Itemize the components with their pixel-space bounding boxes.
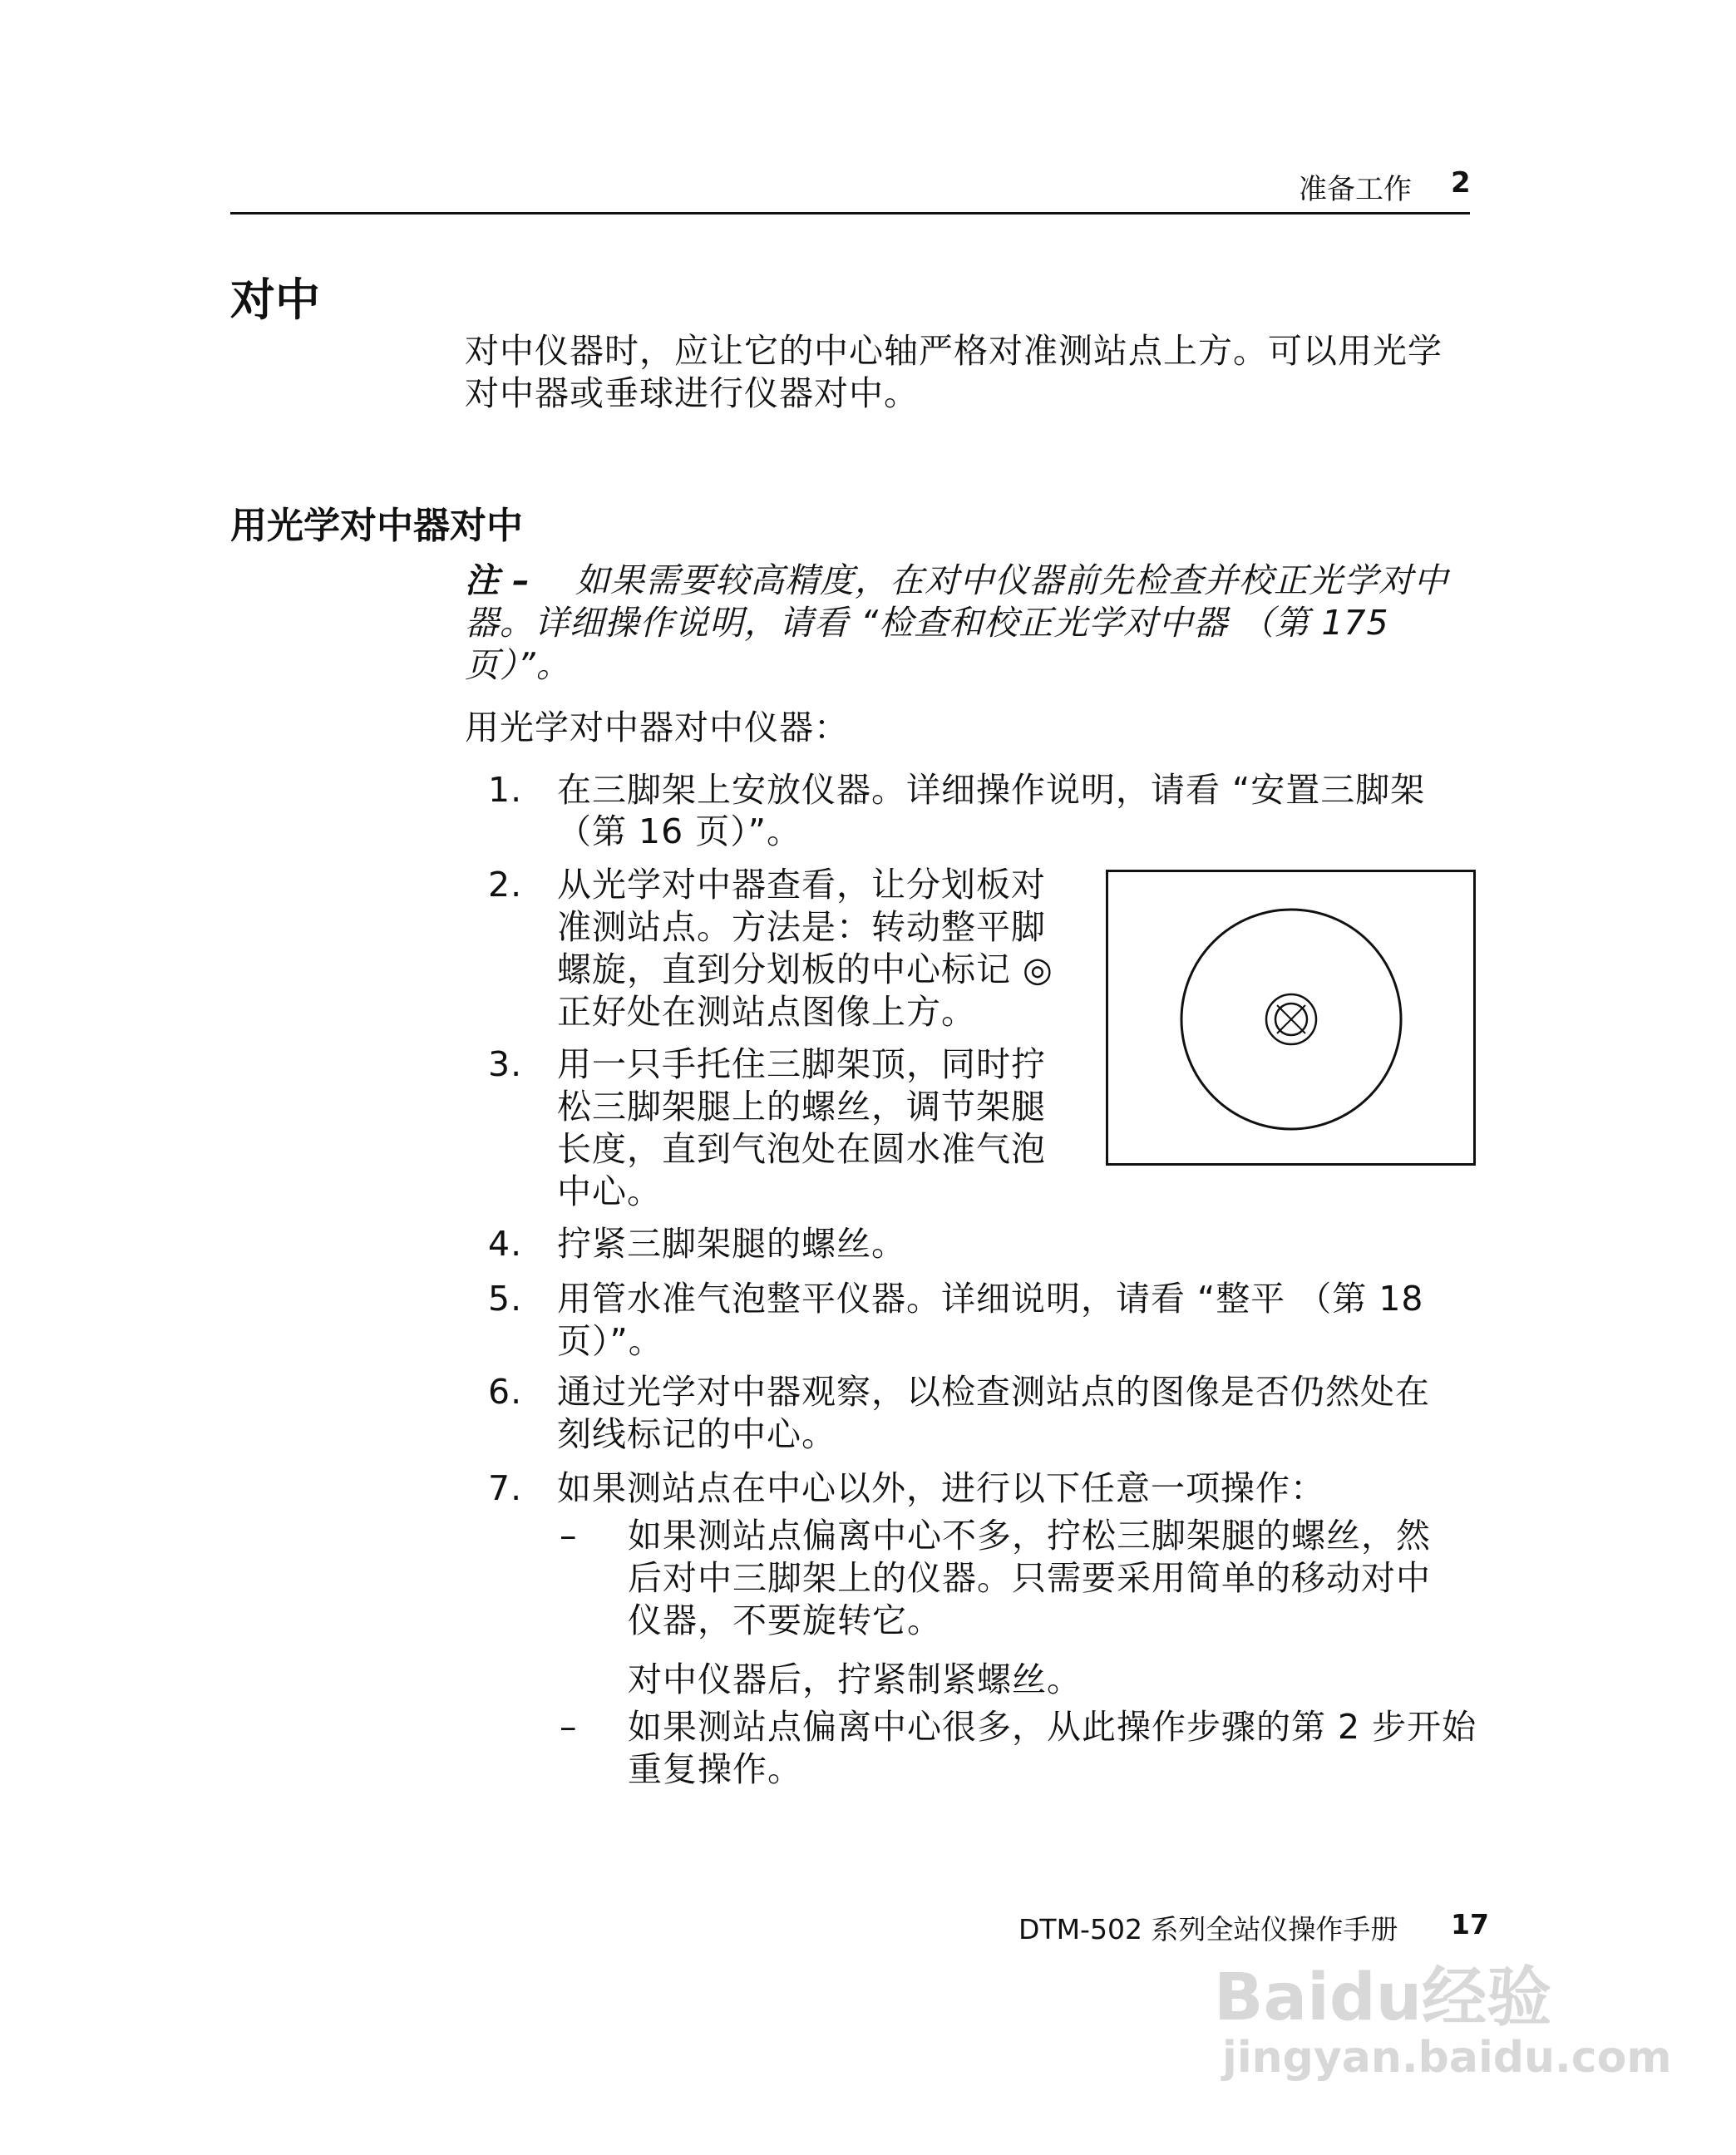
step-text: 在三脚架上安放仪器。详细操作说明，请看 “安置三脚架: [557, 770, 1426, 810]
watermark-url: jingyan.baidu.com: [1222, 2033, 1672, 2083]
step-text: 从光学对中器查看，让分划板对: [557, 865, 1046, 905]
section-heading: 用光学对中器对中: [230, 505, 523, 547]
step-text: 中心。: [557, 1171, 662, 1211]
step-text: （第 16 页）”。: [557, 811, 801, 851]
step-text: 用管水准气泡整平仪器。详细说明，请看 “整平 （第 18: [557, 1279, 1424, 1319]
step-text: 长度，直到气泡处在圆水准气泡: [557, 1129, 1046, 1169]
lead-text: 用光学对中器对中仪器：: [465, 708, 849, 747]
substep-text: 仪器，不要旋转它。: [628, 1600, 942, 1640]
step-number: 5.: [488, 1279, 523, 1319]
footer-page: 17: [1451, 1908, 1489, 1940]
step-number: 3.: [488, 1044, 523, 1084]
step-text: 页）”。: [557, 1321, 663, 1361]
step-number: 6.: [488, 1372, 523, 1412]
watermark-brand: Baidu经验: [1214, 1960, 1552, 2035]
substep-after: 对中仪器后，拧紧制紧螺丝。: [628, 1659, 1082, 1699]
note-label: 注 –: [465, 560, 530, 600]
intro-line: 对中仪器时，应让它的中心轴严格对准测站点上方。可以用光学: [465, 331, 1443, 371]
step-number: 7.: [488, 1468, 523, 1508]
step-number: 1.: [488, 770, 523, 810]
header-rule: [230, 212, 1470, 215]
note-line: 器。详细操作说明，请看 “检查和校正光学对中器 （第 175: [465, 603, 1389, 643]
header-section: 准备工作: [1299, 173, 1412, 206]
step-text: 螺旋，直到分划板的中心标记 ◎: [557, 949, 1053, 989]
note-line: 如果需要较高精度，在对中仪器前先检查并校正光学对中: [575, 560, 1448, 600]
step-text: 正好处在测站点图像上方。: [557, 992, 976, 1032]
header-chapter: 2: [1451, 166, 1471, 200]
reticle-figure: [1106, 870, 1476, 1166]
substep-text: 如果测站点偏离中心很多，从此操作步骤的第 2 步开始: [628, 1707, 1477, 1747]
substep-text: 如果测站点偏离中心不多，拧松三脚架腿的螺丝，然: [628, 1516, 1431, 1556]
substep-text: 重复操作。: [628, 1749, 802, 1789]
page-title: 对中: [230, 274, 320, 326]
intro-line: 对中器或垂球进行仪器对中。: [465, 373, 919, 413]
step-number: 4.: [488, 1224, 523, 1264]
step-text: 刻线标记的中心。: [557, 1414, 836, 1454]
footer-manual: DTM-502 系列全站仪操作手册: [1018, 1913, 1398, 1945]
step-text: 通过光学对中器观察，以检查测站点的图像是否仍然处在: [557, 1372, 1430, 1412]
center-mark-icon: [1266, 994, 1316, 1044]
note-line: 页）”。: [465, 645, 571, 685]
substep-dash: –: [560, 1707, 578, 1747]
reticle-diagram: [1108, 872, 1473, 1163]
substep-text: 后对中三脚架上的仪器。只需要采用简单的移动对中: [628, 1558, 1431, 1598]
step-text: 松三脚架腿上的螺丝，调节架腿: [557, 1087, 1046, 1127]
step-number: 2.: [488, 865, 523, 905]
step-text: 拧紧三脚架腿的螺丝。: [557, 1224, 906, 1264]
step-text: 准测站点。方法是：转动整平脚: [557, 907, 1046, 947]
step-text: 如果测站点在中心以外，进行以下任意一项操作：: [557, 1468, 1325, 1508]
step-text: 用一只手托住三脚架顶，同时拧: [557, 1044, 1046, 1084]
substep-dash: –: [560, 1516, 578, 1556]
